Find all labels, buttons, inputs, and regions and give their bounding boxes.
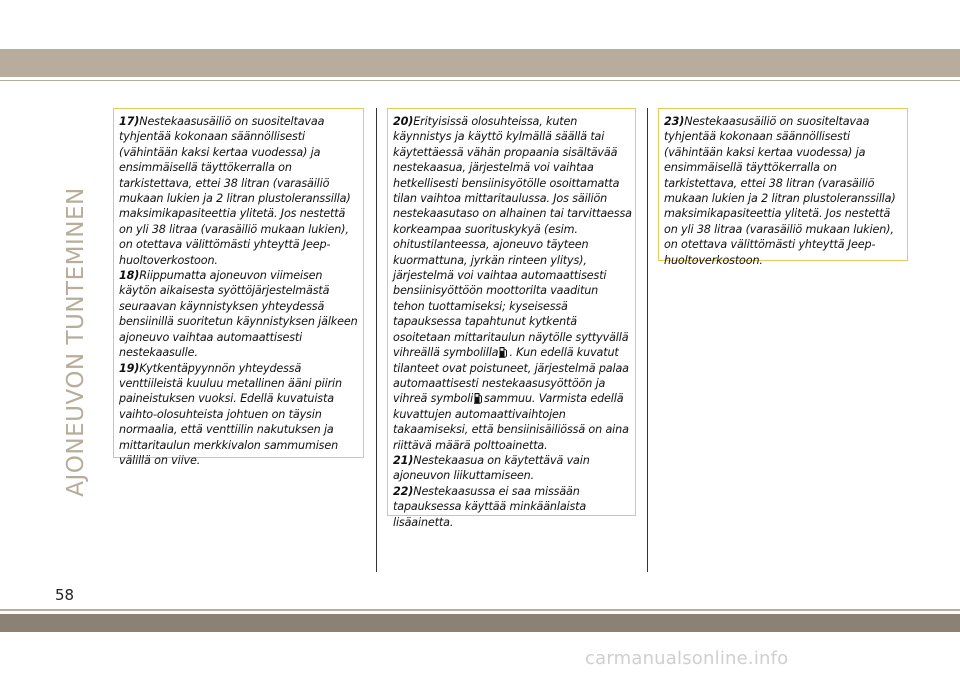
note-text: Nestekaasua on käytettävä vain ajoneuvon liikuttamiseen. bbox=[393, 453, 590, 483]
note-box-col2 bbox=[387, 108, 636, 529]
page-number: 58 bbox=[55, 586, 75, 604]
note-text: Nestekaasusäiliö on suositeltavaa tyhjentää kokonaan säännöllisesti (vähintään kaksi kertaa vuodessa) ja ensimmäisellä täyttökerralla on tarkistettava, ettei 38 litran (varasäiliö mukaan lukien ja 2 litran plustoleranssilla) maksimikapasiteettia ylitetä. Jos nestettä on yli 38 litraa (varasäiliö mukaan lukien), on otettava välittömästi yhteyttä Jeep-huoltoverkostoon. bbox=[664, 115, 896, 267]
note-box-col1 bbox=[113, 108, 364, 467]
note-text: Erityisissä olosuhteissa, kuten käynnistys ja käyttö kylmällä säällä tai käytettäessä vähän propaania sisältävää nestekaasua, järjestelmä voi vaihtaa hetkellisesti bensiinisyötölle osoittamatta tilan vaihtoa mittaritaulussa. Jos säiliön nestekaasutaso on alhainen tai tarvittaessa korkeampaa suorituskykyä (esim. ohitustilanteessa, ajoneuvo täyteen kuormattuna, jyrkän rinteen ylitys), järjestelmä voi vaihtaa automaattisesti bensiinisyöttöön moottorilta vaaditun tehon tuottamiseksi; kyseisessä tapauksessa tapahtunut kytkentä osoitetaan mittaritaulun näytölle syttyvällä vihreällä symbolilla bbox=[393, 115, 632, 360]
column-divider bbox=[647, 108, 648, 572]
note-text: . Kun edellä kuvatut tilanteet ovat poistuneet, järjestelmä palaa automaattisesti nestekaasusyöttöön ja vihreä symboli bbox=[393, 346, 629, 406]
note-text: Nestekaasussa ei saa missään tapauksessa käyttää minkäänlaista lisäainetta. bbox=[393, 484, 587, 529]
section-title: AJONEUVON TUNTEMINEN bbox=[63, 187, 89, 497]
section-sidebar bbox=[64, 106, 88, 578]
fuel-pump-icon bbox=[474, 392, 483, 404]
note-number: 22) bbox=[393, 484, 414, 498]
note-number: 21) bbox=[393, 453, 414, 467]
header-rule bbox=[0, 80, 960, 81]
note-text: Riippumatta ajoneuvon viimeisen käytön aikaisesta syöttöjärjestelmästä seuraavan käynnistyksen yhteydessä bensiinillä suoritetun käynnistyksen jälkeen ajoneuvo vaihtaa automaattisesti nestekaasulle. bbox=[119, 269, 358, 360]
note-text: sammuu. Varmista edellä kuvattujen automaattivaihtojen takaamiseksi, että bensiinisäiliössä on aina riittävä määrä polttoainetta. bbox=[393, 392, 629, 452]
note-number: 23) bbox=[664, 115, 685, 128]
note-text: Kytkentäpyynnön yhteydessä venttiileistä kuuluu metallinen ääni piirin paineistuksen vuoksi. Edellä kuvatuista vaihto-olosuhteista johtuen on täysin normaalia, että venttiilin nakutuksen ja mittaritaulun merkkivalon sammumisen välillä on viive. bbox=[119, 361, 342, 467]
column-divider bbox=[376, 108, 377, 572]
header-band bbox=[0, 49, 960, 77]
note-18 bbox=[119, 268, 360, 360]
note-22 bbox=[393, 484, 632, 530]
note-box-col3 bbox=[658, 108, 908, 267]
note-23 bbox=[664, 114, 904, 268]
fuel-pump-icon bbox=[499, 346, 508, 358]
note-number: 19) bbox=[119, 361, 140, 375]
note-number: 17) bbox=[119, 115, 140, 128]
footer-rule bbox=[0, 609, 960, 611]
footer-band bbox=[0, 614, 960, 632]
note-20 bbox=[393, 114, 632, 453]
note-19 bbox=[119, 361, 360, 469]
note-text: Nestekaasusäiliö on suositeltavaa tyhjentää kokonaan säännöllisesti (vähintään kaksi kertaa vuodessa) ja ensimmäisellä täyttökerralla on tarkistettava, ettei 38 litran (varasäiliö mukaan lukien ja 2 litran plustoleranssilla) maksimikapasiteettia ylitetä. Jos nestettä on yli 38 litraa (varasäiliö mukaan lukien), on otettava välittömästi yhteyttä Jeep-huoltoverkostoon. bbox=[119, 115, 351, 267]
note-number: 20) bbox=[393, 115, 414, 128]
note-number: 18) bbox=[119, 269, 140, 283]
note-17 bbox=[119, 114, 360, 268]
watermark: carmanualsonline.info bbox=[585, 648, 789, 669]
note-21 bbox=[393, 453, 632, 484]
